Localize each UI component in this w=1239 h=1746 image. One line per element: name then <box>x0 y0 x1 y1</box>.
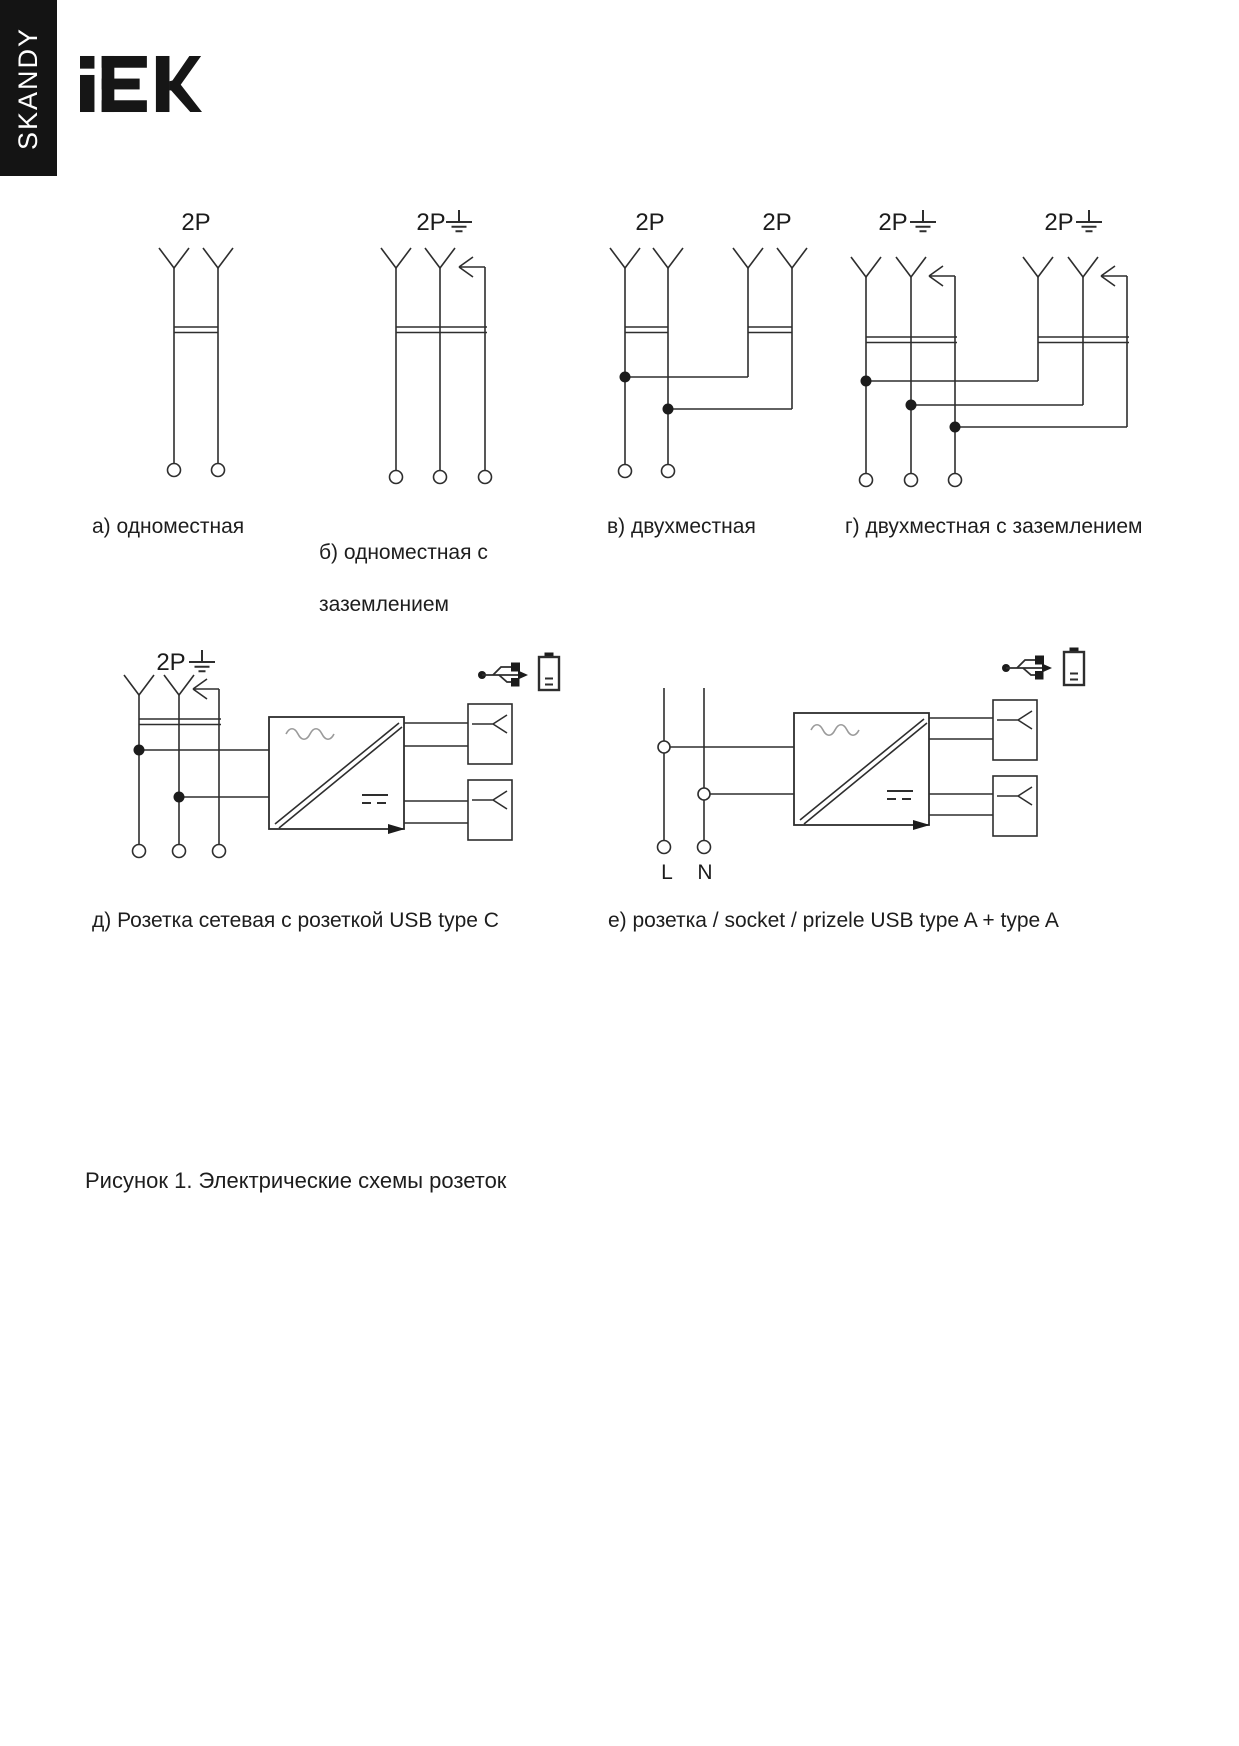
conductor-line <box>396 267 485 470</box>
pole-label: 2P <box>156 649 186 676</box>
junction-dot <box>663 404 674 415</box>
wire <box>664 747 794 794</box>
socket-outline-bar <box>139 719 221 725</box>
wire <box>139 750 269 797</box>
earth-contact-arrow-icon <box>193 679 219 699</box>
usb-port-box <box>993 700 1037 760</box>
socket-contact-fork-icon <box>159 248 189 268</box>
caption-b-line2: заземлением <box>319 593 449 616</box>
wire <box>625 377 792 409</box>
earth-contact-arrow-icon <box>1101 266 1127 286</box>
caption-e: е) розетка / socket / prizele USB type A + type A <box>608 909 1059 932</box>
diagram-v-double <box>610 209 807 478</box>
diagram-b-single-grounded <box>381 209 492 484</box>
socket-outline-bar <box>174 327 218 333</box>
terminal-circle <box>133 845 146 858</box>
socket-contact-fork-icon <box>124 675 154 695</box>
wire <box>929 718 993 815</box>
pole-label: 2P <box>878 209 908 236</box>
conductor-line <box>866 276 1127 473</box>
diagram-d-socket-usb-c <box>124 649 559 858</box>
neutral-label: N <box>697 861 713 884</box>
terminal-circle <box>698 841 711 854</box>
pole-label: 2P <box>1044 209 1074 236</box>
wire <box>404 723 468 823</box>
usb-port-box <box>993 776 1037 836</box>
terminal-circle <box>860 474 873 487</box>
terminal-circle <box>390 471 403 484</box>
socket-contact-fork-icon <box>1068 257 1098 277</box>
ac-dc-converter-icon <box>794 713 930 830</box>
socket-contact-fork-icon <box>1023 257 1053 277</box>
earth-contact-arrow-icon <box>929 266 955 286</box>
terminal-circle <box>213 845 226 858</box>
earth-ground-icon <box>446 210 472 231</box>
series-label: SKANDY <box>13 26 44 150</box>
diagram-g-double-grounded <box>851 209 1129 487</box>
caption-v: в) двухместная <box>607 515 756 538</box>
socket-contact-fork-icon <box>733 248 763 268</box>
usb-port-box <box>468 704 512 764</box>
usb-port-box <box>468 780 512 840</box>
connection-circle <box>658 741 670 753</box>
socket-contact-fork-icon <box>425 248 455 268</box>
conductor-line <box>139 689 219 844</box>
socket-outline-bar <box>625 327 792 333</box>
pole-label: 2P <box>416 209 446 236</box>
terminal-circle <box>905 474 918 487</box>
junction-dot <box>906 400 917 411</box>
socket-outline-bar <box>396 327 487 333</box>
earth-contact-arrow-icon <box>459 257 485 277</box>
socket-contact-fork-icon <box>381 248 411 268</box>
terminal-circle <box>173 845 186 858</box>
terminal-circle <box>619 465 632 478</box>
caption-b <box>319 514 488 644</box>
caption-g: г) двухместная с заземлением <box>845 515 1143 538</box>
socket-contact-fork-icon <box>203 248 233 268</box>
socket-contact-fork-icon <box>164 675 194 695</box>
terminal-circle <box>479 471 492 484</box>
conductor-line <box>625 268 792 464</box>
battery-icon <box>539 653 559 691</box>
caption-d: д) Розетка сетевая с розеткой USB type C <box>92 909 499 932</box>
terminal-circle <box>168 464 181 477</box>
terminal-circle <box>434 471 447 484</box>
pole-label: 2P <box>635 209 665 236</box>
connection-circle <box>698 788 710 800</box>
junction-dot <box>174 792 185 803</box>
usb-trident-icon <box>1002 656 1052 680</box>
socket-contact-fork-icon <box>851 257 881 277</box>
wire <box>866 381 1127 427</box>
diagram-a-single <box>159 209 233 477</box>
junction-dot <box>950 422 961 433</box>
socket-contact-fork-icon <box>896 257 926 277</box>
junction-dot <box>861 376 872 387</box>
earth-ground-icon <box>189 650 215 671</box>
figure-caption: Рисунок 1. Электрические схемы розеток <box>85 1168 507 1193</box>
terminal-circle <box>662 465 675 478</box>
terminal-circle <box>212 464 225 477</box>
conductor-line <box>174 268 218 463</box>
terminal-circle <box>949 474 962 487</box>
ac-dc-converter-icon <box>269 717 405 834</box>
pole-label: 2P <box>762 209 792 236</box>
junction-dot <box>620 372 631 383</box>
socket-contact-fork-icon <box>610 248 640 268</box>
earth-ground-icon <box>910 210 936 231</box>
caption-b-line1: б) одноместная с <box>319 541 488 564</box>
usb-trident-icon <box>478 663 528 687</box>
junction-dot <box>134 745 145 756</box>
diagram-e-socket-usb-a <box>658 648 1085 885</box>
battery-icon <box>1064 648 1084 686</box>
socket-contact-fork-icon <box>653 248 683 268</box>
line-label: L <box>661 861 673 884</box>
socket-contact-fork-icon <box>777 248 807 268</box>
pole-label: 2P <box>181 209 211 236</box>
earth-ground-icon <box>1076 210 1102 231</box>
socket-outline-bar <box>866 337 1129 343</box>
conductor-line <box>664 688 704 840</box>
terminal-circle <box>658 841 671 854</box>
caption-a: а) одноместная <box>92 515 245 538</box>
